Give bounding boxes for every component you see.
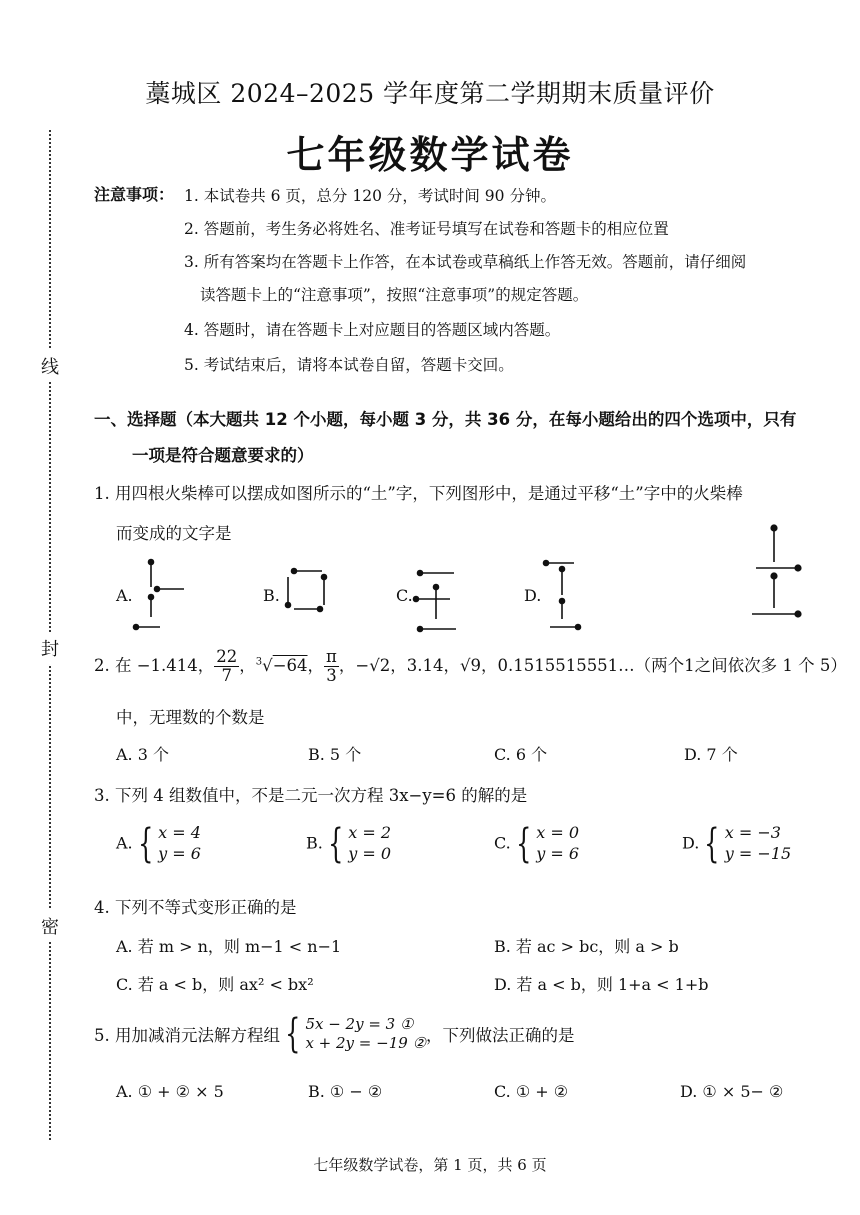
q2-fraction-22-7	[214, 648, 239, 685]
brace: {	[515, 820, 532, 867]
q2-rest: ，−√2，3.14，√9，0.1515515551…（两个1之间依次多 1 个 5）	[338, 656, 847, 676]
q4-option-a: A. 若 m > n，则 m−1 < n−1	[116, 937, 342, 956]
notice-item: 5. 考试结束后，请将本试卷自留，答题卡交回。	[184, 356, 514, 374]
question-1-text-cont: 而变成的文字是	[116, 524, 232, 543]
q1-option-a-figure	[132, 555, 192, 635]
option-label: B.	[306, 833, 323, 853]
exam-subtitle: 藁城区 2024–2025 学年度第二学期期末质量评价	[145, 79, 715, 108]
q4-option-b: B. 若 ac > bc，则 a > b	[494, 937, 679, 956]
eq-line: y = −15	[724, 843, 792, 863]
section-heading: 一、选择题（本大题共 12 个小题，每小题 3 分，共 36 分，在每小题给出的四个选项中，只有	[94, 410, 797, 429]
frac-denominator: 3	[326, 666, 337, 686]
q2-fraction-pi-3	[324, 648, 339, 685]
frac-numerator: 22	[216, 647, 238, 666]
q5-suffix: ，下列做法正确的是	[426, 1026, 575, 1045]
frac-denominator: 7	[221, 666, 233, 686]
equation-system	[725, 823, 791, 865]
eq-line: 5x − 2y = 3 ①	[305, 1014, 414, 1033]
question-2-text-cont: 中，无理数的个数是	[116, 708, 265, 727]
q2-prefix: 2. 在 −1.414，	[94, 656, 215, 676]
brace: {	[704, 820, 720, 867]
brace: {	[137, 820, 154, 867]
notice-label: 注意事项：	[94, 185, 175, 204]
eq-line: x = 0	[536, 823, 579, 842]
eq-line: y = 0	[348, 843, 392, 863]
page-footer: 七年级数学试卷，第 1 页，共 6 页	[313, 1156, 547, 1174]
notice-item: 读答题卡上的“注意事项”，按照“注意事项”的规定答题。	[200, 286, 589, 304]
binding-char-seal: 封	[38, 632, 62, 664]
option-label: C.	[494, 833, 511, 853]
q3-option-d	[682, 820, 792, 867]
notice-item: 1. 本试卷共 6 页，总分 120 分，考试时间 90 分钟。	[184, 187, 556, 205]
q4-option-c: C. 若 a < b，则 ax² < bx²	[116, 975, 314, 994]
question-5-text	[94, 1011, 575, 1057]
eq-line: x = −3	[724, 823, 781, 842]
q1-option-d-figure	[540, 555, 600, 635]
option-label: D.	[682, 833, 700, 853]
q3-option-b	[306, 820, 392, 867]
q4-option-d: D. 若 a < b，则 1+a < 1+b	[494, 975, 709, 994]
q5-option-d: D. ① × 5− ②	[680, 1082, 784, 1101]
q2-option-a: A. 3 个	[116, 745, 169, 764]
q1-option-c-label: C.	[396, 586, 413, 605]
q1-option-a-label: A.	[116, 586, 133, 605]
equation-system	[536, 823, 579, 865]
question-2-text: 2. 在 −1.414， $\frac{22}{7}$ ，$^3$√−64， $\frac{\pi}{3}$ ，−√2，3.14，√9，0.1515515551…（两个1之间依次多 1 个 5）	[94, 647, 847, 686]
notice-item: 2. 答题前，考生务必将姓名、准考证号填写在试卷和答题卡的相应位置	[184, 220, 669, 238]
question-1-text: 1. 用四根火柴棒可以摆成如图所示的“土”字，下列图形中，是通过平移“土”字中的火柴棒	[94, 484, 743, 503]
binding-char-secret: 密	[38, 910, 62, 942]
q2-option-b: B. 5 个	[308, 745, 362, 764]
binding-char-line: 线	[38, 350, 62, 382]
eq-line: y = 6	[158, 843, 201, 863]
eq-line: x + 2y = −19 ②	[305, 1034, 427, 1052]
q5-option-b: B. ① − ②	[308, 1082, 383, 1101]
q2-option-d: D. 7 个	[684, 745, 738, 764]
notice-item: 3. 所有答案均在答题卡上作答，在本试卷或草稿纸上作答无效。答题前，请仔细阅	[184, 253, 747, 271]
q1-reference-figure-tu	[748, 520, 808, 620]
q2-option-c: C. 6 个	[494, 745, 548, 764]
q5-option-a: A. ① + ② × 5	[116, 1082, 224, 1101]
exam-title: 七年级数学试卷	[286, 133, 574, 177]
q2-cube-root: $^3$√−64	[255, 656, 308, 676]
brace: {	[285, 1011, 301, 1057]
q1-option-b-figure	[280, 565, 340, 625]
cube-root-radicand: −64	[272, 656, 308, 676]
q1-option-b-label: B.	[263, 586, 280, 605]
q1-option-c-figure	[410, 565, 470, 637]
eq-line: y = 6	[536, 843, 580, 863]
equation-system	[158, 823, 201, 865]
frac-numerator: π	[326, 647, 337, 666]
section-heading-cont: 一项是符合题意要求的）	[132, 446, 314, 465]
equation-system	[348, 823, 391, 865]
q1-option-d-label: D.	[524, 586, 542, 605]
q3-option-c	[494, 820, 580, 867]
equation-system	[305, 1015, 426, 1054]
eq-line: x = 4	[158, 823, 201, 842]
q5-option-c: C. ① + ②	[494, 1082, 569, 1101]
notice-item: 4. 答题时，请在答题卡上对应题目的答题区域内答题。	[184, 321, 561, 339]
q5-prefix: 5. 用加减消元法解方程组	[94, 1026, 280, 1045]
question-3-text: 3. 下列 4 组数值中，不是二元一次方程 3x−y=6 的解的是	[94, 786, 528, 805]
option-label: A.	[116, 833, 133, 853]
eq-line: x = 2	[348, 823, 392, 842]
question-4-text: 4. 下列不等式变形正确的是	[94, 898, 297, 917]
q3-option-a	[116, 820, 201, 867]
brace: {	[327, 820, 344, 867]
